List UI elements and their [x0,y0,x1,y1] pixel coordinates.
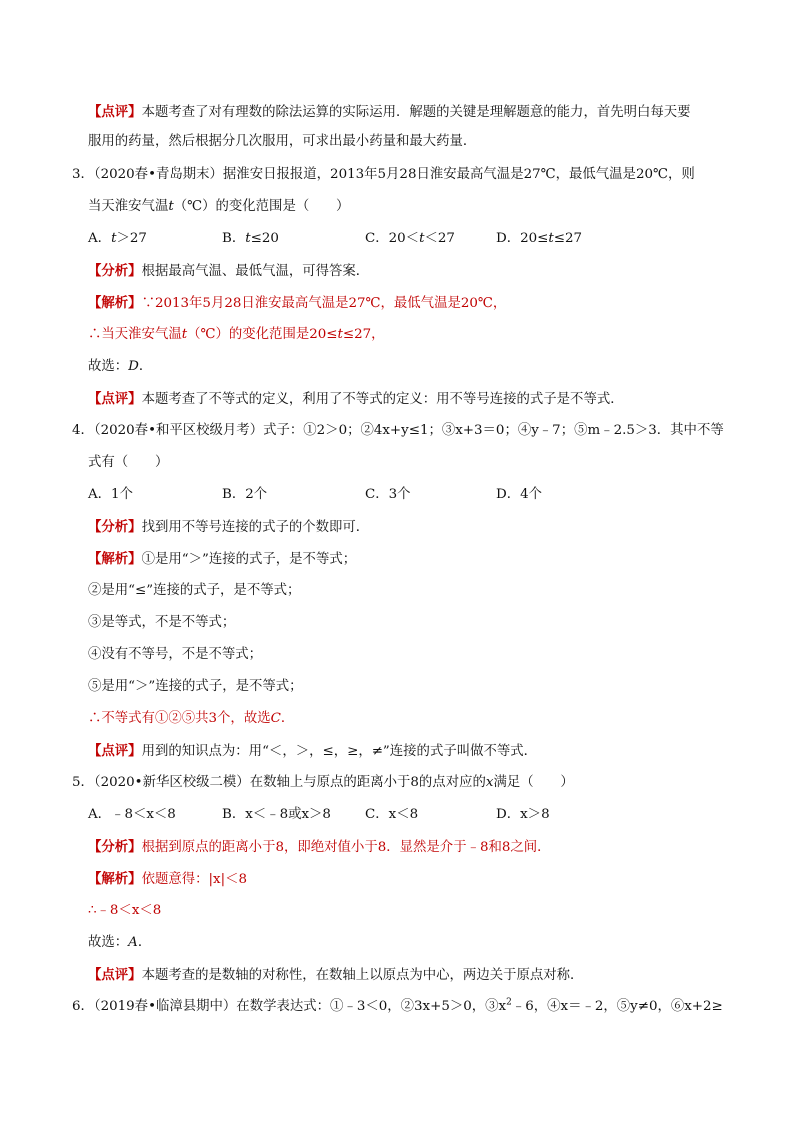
solution-text: （℃）的变化范围是20≤ [187,327,338,342]
q4-solution-3: ③是等式，不是不等式； [88,615,236,630]
option-text: ＞27 [116,231,147,246]
variable: t [111,231,117,246]
analysis-text: 找到用不等号连接的式子的个数即可． [141,520,370,535]
q3-analysis [88,262,369,281]
q3-solution [88,294,506,313]
comment-line-2 [88,133,476,151]
answer: A [128,935,138,950]
solution-tag: 【解析】 [88,871,142,887]
question-text: （℃）的变化范围是（ ） [173,199,350,214]
analysis-tag: 【分析】 [88,839,142,855]
q5-option-a: A．﹣8＜x＜8 [88,807,176,822]
solution-text: 依题意得：|x|＜8 [141,872,248,887]
option-label: C．20＜ [365,231,420,246]
select-text: 故选： [88,359,129,374]
comment-text: 本题考查了对有理数的除法运算的实际运用．解题的关键是理解题意的能力，首先明白每天要 [141,105,691,120]
variable: t [245,231,251,246]
solution-text: ∴不等式有①②⑤共3个，故选 [88,711,271,726]
option-label: D．20≤ [496,231,549,246]
q4-option-a: A．1个 [88,487,133,502]
analysis-tag: 【分析】 [88,519,142,535]
q3-solution-2 [88,326,385,344]
q5-solution [88,870,247,889]
question-4-stem [72,422,724,440]
question-6-stem [72,998,723,1016]
q3-option-d [496,230,582,248]
q5-solution-2: ∴﹣8＜x＜8 [88,903,162,918]
q5-option-d: D．x＞8 [496,807,550,822]
comment-text: 本题考查的是数轴的对称性，在数轴上以原点为中心，两边关于原点对称． [141,968,584,983]
q5-comment [88,966,583,985]
solution-text: ． [280,711,295,726]
q5-analysis [88,838,551,857]
comment-tag: 【点评】 [88,967,142,983]
comment-text: 服用的药量，然后根据分几次服用，可求出最小药量和最大药量． [88,134,477,149]
variable: t [168,199,174,214]
question-text: 满足（ ） [493,775,574,790]
select-text: ． [137,935,152,950]
q3-option-c [365,230,455,248]
q4-solution-5: ⑤是用“＞”连接的式子，是不等式； [88,679,303,694]
answer: C [270,711,281,726]
comment-tag: 【点评】 [88,391,142,407]
superscript: 2 [506,997,512,1008]
solution-text: ∴当天淮安气温 [88,327,182,342]
variable: t [419,231,425,246]
question-text: 4．（2020春•和平区校级月考）式子：①2＞0；②4x+y≤1；③x+3＝0；④y﹣7；⑤m﹣2.5＞3．其中不等 [72,423,724,438]
question-5-stem [72,774,574,792]
solution-text: ①是用“＞”连接的式子，是不等式； [141,552,357,567]
solution-text: ≤27， [342,327,385,342]
q3-select [88,358,152,376]
option-label: A． [88,231,112,246]
question-text: 5．（2020•新华区校级二模）在数轴上与原点的距离小于8的点对应的 [72,775,486,790]
question-text: 当天淮安气温 [88,199,169,214]
variable: t [181,327,188,342]
answer: D [128,359,139,374]
option-label: B． [222,231,246,246]
select-text: ． [138,359,153,374]
comment-text: 本题考查了不等式的定义，利用了不等式的定义：用不等号连接的式子是不等式． [141,392,624,407]
q5-option-c: C．x＜8 [365,807,419,822]
q3-comment [88,390,624,409]
comment-text: 用到的知识点为：用“＜，＞，≤，≥，≠”连接的式子叫做不等式． [141,744,538,759]
option-text: ≤27 [553,231,583,246]
q4-option-b: B．2个 [222,487,268,502]
q4-analysis [88,518,369,537]
comment-line-1 [88,103,691,122]
q4-solution-6 [88,710,294,728]
q5-select [88,934,151,952]
q3-option-a [88,230,147,248]
comment-tag: 【点评】 [88,743,142,759]
question-3-stem-2 [88,198,349,216]
q4-option-d: D．4个 [496,487,543,502]
q4-solution-4: ④没有不等号，不是不等式； [88,647,263,662]
variable: t [337,327,343,342]
comment-tag: 【点评】 [88,104,142,120]
question-text: 6．（2019春•临漳县期中）在数学表达式：①﹣3＜0，②3x+5＞0，③x [72,999,507,1014]
question-text: ﹣6，④x＝﹣2，⑤y≠0，⑥x+2≥ [511,999,723,1014]
solution-text: ∵2013年5月28日淮安最高气温是27℃，最低气温是20℃， [141,296,507,311]
select-text: 故选： [88,935,129,950]
question-text: 3．（2020春•青岛期末）据淮安日报报道，2013年5月28日淮安最高气温是27℃，最低气温是20℃，则 [72,167,695,182]
analysis-text: 根据最高气温、最低气温，可得答案． [141,264,370,279]
question-4-stem-2 [88,454,168,472]
variable: x [485,775,494,790]
question-text: 式有（ ） [88,455,169,470]
question-3-stem [72,166,695,184]
analysis-text: 根据到原点的距离小于8，即绝对值小于8．显然是介于﹣8和8之间． [141,840,551,855]
q4-solution-2: ②是用“≤”连接的式子，是不等式； [88,583,301,598]
option-text: ＜27 [424,231,455,246]
q4-option-c: C．3个 [365,487,411,502]
solution-tag: 【解析】 [88,551,142,567]
variable: t [548,231,554,246]
q3-option-b [222,230,279,248]
solution-tag: 【解析】 [88,295,142,311]
q4-solution [88,550,356,569]
q5-option-b: B．x＜﹣8或x＞8 [222,807,331,822]
q4-comment [88,742,537,761]
option-text: ≤20 [250,231,279,246]
analysis-tag: 【分析】 [88,263,142,279]
